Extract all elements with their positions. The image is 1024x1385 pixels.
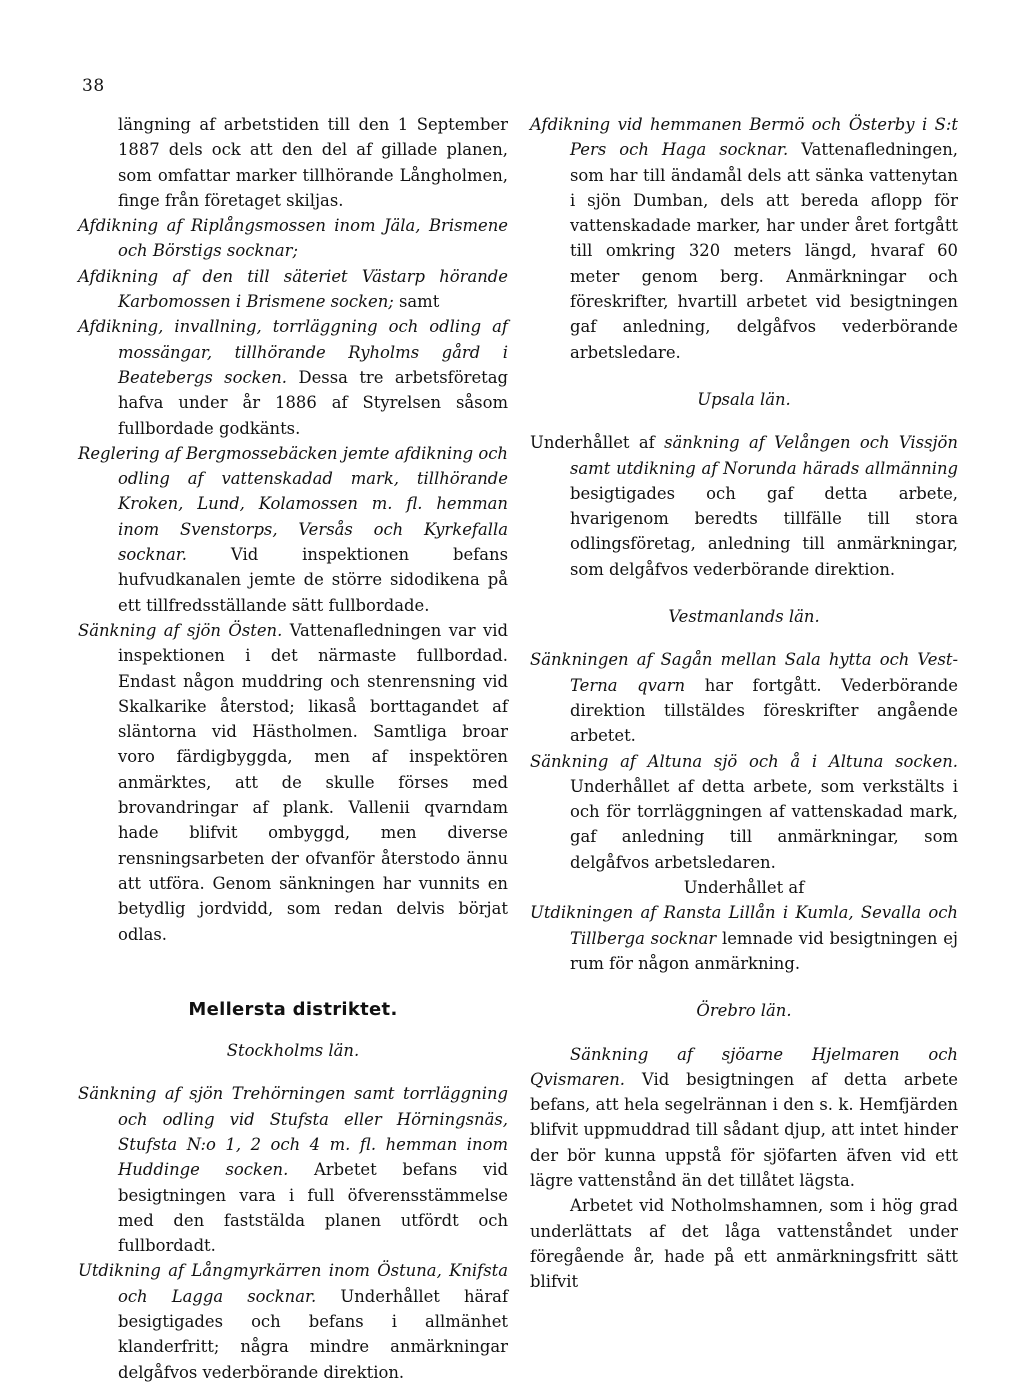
entry-text: Dessa tre arbetsföretag hafva under år 1886 af Styrelsen såsom fullbordade godkänts. <box>118 367 508 438</box>
paragraph <box>78 264 508 315</box>
entry-text: Vid inspektionen befans hufvudkanalen jemte de större sidodikena på ett tillfredsställande sätt fullbordade. <box>118 545 508 615</box>
paragraph <box>78 1081 508 1258</box>
paragraph <box>530 1042 958 1194</box>
entry-text: har fortgått. Vederbörande direktion tillstäldes föreskrifter angående arbetet. <box>570 675 958 746</box>
right-column <box>530 112 958 1294</box>
entry-text: Arbetet befans vid besigtningen vara i full öfverensstämmelse med den faststälda planen utfördt och fullbordadt. <box>118 1160 508 1256</box>
section-heading: Mellersta distriktet. <box>188 998 398 1020</box>
paragraph: Arbetet vid Notholmshamnen, som i hög grad underlättats af det låga vattenståndet under föregående år, hade på ett anmärkningsfritt sätt blifvit <box>530 1196 958 1292</box>
entry-text: lemnade vid besigtningen ej rum för någon anmärkning. <box>570 928 958 973</box>
entry-text: Underhållet häraf besigtigades och befans i allmänhet klanderfritt; några mindre anmärkningar delgåfvos vederbörande direktion. <box>118 1286 509 1382</box>
paragraph <box>530 430 958 582</box>
entry-text: Vattenafledningen var vid inspektionen i det närmaste fullbordad. Endast någon muddring och stenrensning vid Skalkarike återstod; likaså borttagandet af släntorna vid Hästholmen. Samtliga broar voro färdigbyggda, men af inspektören anmärktes, att de skulle förses med brovandringar af plank. Vallenii qvarndam hade blifvit ombyggd, men diverse rensningsarbeten der ofvanför återstodo ännu att utföra. Genom sänkningen har vunnits en betydlig jordvidd, som redan delvis börjat odlas. <box>118 620 508 944</box>
region-subheading: Örebro län. <box>696 1001 792 1021</box>
entry-text: besigtigades och gaf detta arbete, hvarigenom beredts tillfälle till stora odlingsföretag, anledning till anmärkningar, som delgåfvos vederbörande direktion. <box>570 483 958 579</box>
entry-title: Sänkning af sjön Östen. <box>78 620 283 640</box>
region-subheading: Upsala län. <box>697 389 791 409</box>
paragraph <box>530 749 958 875</box>
entry-title: Sänkning af Altuna sjö och å i Altuna socken. <box>530 751 958 771</box>
entry-title: Afdikning af den till säteriet Västarp hörande Karbomossen i Brismene socken; <box>78 266 508 312</box>
paragraph <box>78 314 508 440</box>
paragraph: Underhållet af <box>683 878 805 898</box>
region-subheading: Vestmanlands län. <box>668 607 820 627</box>
paragraph: längning af arbetstiden till den 1 September 1887 dels ock att den del af gillade planen, som omfattar marker tillhörande Långholmen, finge från företaget skiljas. <box>118 115 508 210</box>
paragraph <box>530 647 958 748</box>
entry-title: Afdikning af Riplångsmossen inom Jäla, Brismene och Börstigs socknar; <box>78 216 508 261</box>
entry-text: Underhållet af detta arbete, som verkstälts i och för torrläggningen af vattenskadad mark, gaf anledning till anmärkningar, som delgåfvos arbetsledaren. <box>570 776 958 872</box>
entry-title: sänkning af Velången och Vissjön samt utdikning af Norunda härads allmänning <box>570 433 958 478</box>
paragraph <box>530 900 958 976</box>
left-column <box>78 112 508 1385</box>
paragraph <box>78 1258 508 1384</box>
paragraph <box>530 112 958 365</box>
entry-text: Underhållet af <box>530 433 665 453</box>
entry-title: Afdikning vid hemmanen Bermö och Österby i S:t Pers och Haga socknar. <box>530 115 958 160</box>
entry-text: Vid besigtningen af detta arbete befans, att hela segelrännan i den s. k. Hemfjärden blifvit uppmuddrad till sådant djup, att intet hinder der bör kunna uppstå för sjöfarten äfven vid ett lägre vattenstånd än det tillåtet lägsta. <box>530 1069 958 1190</box>
paragraph <box>78 441 508 618</box>
paragraph <box>78 213 508 264</box>
entry-title: Reglering af Bergmossebäcken jemte afdikning och odling af vattenskadad mark, tillhörande Kroken, Lund, Kolamossen m. fl. hemman inom Svenstorps, Versås och Kyrkefalla socknar. <box>78 443 508 565</box>
region-subheading: Stockholms län. <box>226 1041 360 1061</box>
entry-title: Afdikning, invallning, torrläggning och odling af mossängar, tillhörande Ryholms gård i Beatebergs socken. <box>78 317 508 387</box>
page-number: 38 <box>82 76 105 96</box>
entry-title: Utdikningen af Ransta Lillån i Kumla, Sevalla och Tillberga socknar <box>530 903 958 948</box>
entry-title: Sänkning af sjöarne Hjelmaren och Qvismaren. <box>530 1044 958 1089</box>
entry-text: Vattenafledningen, som har till ändamål dels att sänka vattenytan i sjön Dumban, dels att bereda aflopp för vattenskadade marker, har under året fortgått till omkring 320 meters längd, hvaraf 60 meter genom berg. Anmärkningar och föreskrifter, hvartill arbetet vid besigtningen gaf anledning, delgåfvos vederbörande arbetsledare. <box>570 140 959 362</box>
entry-title: Utdikning af Långmyrkärren inom Östuna, Knifsta och Lagga socknar. <box>78 1261 508 1306</box>
entry-title: Sänkningen af Sagån mellan Sala hytta och Vest-Terna qvarn <box>530 650 958 695</box>
paragraph <box>78 618 508 947</box>
entry-title: Sänkning af sjön Trehörningen samt torrläggning och odling vid Stufsta eller Hörningsnäs, Stufsta N:o 1, 2 och 4 m. fl. hemman inom Huddinge socken. <box>78 1084 508 1180</box>
entry-text: samt <box>393 292 440 312</box>
